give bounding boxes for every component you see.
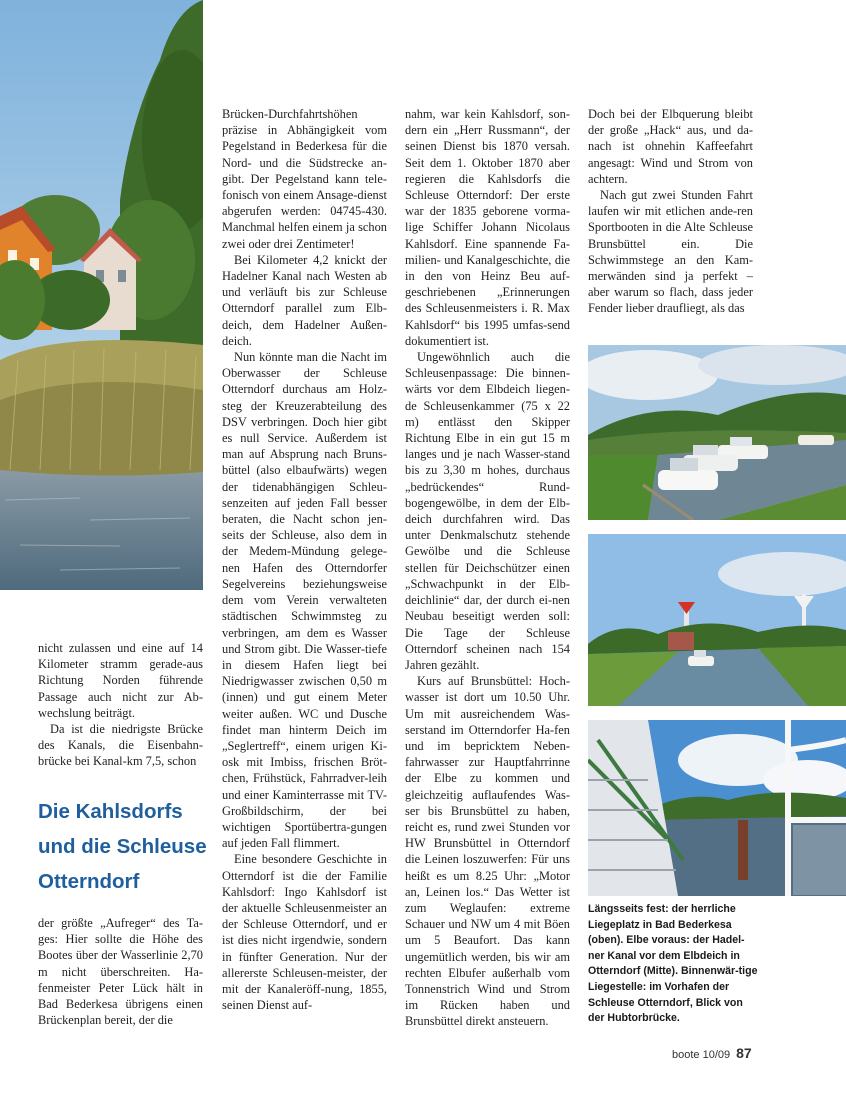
lock-harbor-illustration (588, 720, 846, 896)
moored-boats-photo (588, 345, 846, 520)
section-heading: Die Kahlsdorfs und die Schleuse Otterndorf (38, 800, 207, 893)
canal-houses-illustration (0, 0, 203, 590)
paragraph: Bei Kilometer 4,2 knickt der Hadelner Kanal nach Westen ab und verläuft bis zur Schleuse Otterndorf parallel zum Elb-deich, dem Hadelner Außen-deich. (222, 252, 387, 348)
column-3 (405, 106, 570, 1030)
moored-boats-illustration (588, 345, 846, 520)
column-1-bottom (38, 915, 203, 1028)
paragraph: Eine besondere Geschichte in Otterndorf ist die der Familie Kahlsdorf: Ingo Kahlsdorf ist der aktuelle Schleusenmeister an der Schleuse Otterndorf, und er ist dies nicht irgendwie, sondern in fünfter Generation. Nur der allererste Schleusen-meister, der mit der Kanaleröff-nung, 1855, seinen Dienst auf- (222, 852, 387, 1013)
photo-caption: Längsseits fest: der herrliche Liegeplatz in Bad Bederkesa (oben). Elbe voraus: der Hadel-ner Kanal vor dem Elbdeich in Otterndorf (Mitte). Binnenwär-tige Liegestelle: im Vorhafen der Schleuse Otterndorf, Blick von der Hubtorbrücke. (588, 903, 758, 1025)
column-4 (588, 106, 753, 317)
canal-dike-illustration (588, 534, 846, 706)
page-footer (672, 1045, 752, 1063)
canal-houses-photo (0, 0, 203, 590)
canal-dike-photo (588, 534, 846, 706)
paragraph: nahm, war kein Kahlsdorf, son-dern ein „Herr Russmann“, der seinen Dienst bis 1870 versah. Seit dem 1. Oktober 1870 aber regieren die Kahlsdorfs die Schleuse Otterndorf: Der erste war der 1835 geborene vorma-lige Schiffer Johann Nicolaus Kahlsdorf. Eine spannende Fa-milien- und Kanalgeschichte, die in den von Heinz Beu auf-geschriebenen „Erinnerungen des Schleusenmeisters i. R. Max Kahlsdorf“ bis 1995 umfas-send dokumentiert ist. (405, 107, 570, 348)
paragraph: Da ist die niedrigste Brücke des Kanals, die Eisenbahn-brücke bei Kanal-km 7,5, schon (38, 722, 203, 769)
paragraph: der größte „Aufreger“ des Ta-ges: Hier sollte die Höhe des Bootes über der Wasserlinie 2,70 m nicht überschreiten. Ha-fenmeister Peter Lück hält in Bad Bederkesa übrigens einen Brückenplan bereit, der die (38, 916, 203, 1028)
page-number: 87 (736, 1045, 752, 1061)
paragraph: Ungewöhnlich auch die Schleusenpassage: Die binnen-wärts vor dem Elbdeich liegen-de Schleusenkammer (75 x 22 m) entlässt den Skipper Richtung Elbe in ein gut 15 m langes und je nach Wasser-stand bis zu 3,30 m hohes, durchaus „bedrückendes“ Rund-bogengewölbe, in dem der Elb-deich durchfahren wird. Das unter Denkmalschutz stehende Gewölbe und die Schleuse stellen für Deichschützer einen „Schwachpunkt in der Elb-deichlinie“ dar, der durch ei-nen Neubau beseitigt werden soll: Die Tage der Schleuse Otterndorf scheinen nach 154 Jahren gezählt. (405, 350, 570, 672)
magazine-issue: boote 10/09 (672, 1049, 731, 1061)
paragraph: Doch bei der Elbquerung bleibt der große „Hack“ aus, und da-nach ist ohnehin Kaffeefahrt angesagt: Wind und Strom von achtern. (588, 107, 753, 186)
paragraph: nicht zulassen und eine auf 14 Kilometer stramm gerade-aus Richtung Norden führende Passage auch nicht zur Ab-wechslung beiträgt. (38, 641, 203, 720)
column-1-top (38, 640, 203, 770)
paragraph: Nun könnte man die Nacht im Oberwasser der Schleuse Otterndorf durchaus am Holz-steg der Kreuzerabteilung des DSV verbringen. Doch hier gibt es null Service. Außerdem ist man auf Absprung nach Bruns-büttel (also elbaufwärts) wegen der tidenabhängigen Schleu-senzeiten auf jeden Fall besser beraten, die Nacht schon jen-seits der Schleuse, also dem in der Medem-Mündung gelege-nen Hafen des Otterndorfer Segelvereins beziehungsweise dem vom Verein verwalteten städtischen Schwimmsteg zu verbringen, am dem es Wasser und Strom gibt. Die Wasser-tiefe in diesem Hafen liegt bei Niedrigwasser zwischen 0,50 m (innen) und gut einem Meter weiter außen. WC und Dusche findet man hinterm Deich im „Seglertreff“, einem urigen Ki-osk mit Imbiss, frischen Bröt-chen, Frühstück, Fahrradver-leih und einer Kaminterrasse mit TV-Großbildschirm, der bei wichtigen Sportübertra-gungen auf jeden Fall flimmert. (222, 350, 387, 851)
column-2 (222, 106, 387, 1013)
paragraph: Kurs auf Brunsbüttel: Hoch-wasser ist dort um 10.50 Uhr. Um mit ausreichendem Was-serstand im Otterndorfer Ha-fen und im bepricktem Neben-fahrwasser zur Hauptfahrrinne der Elbe zu kommen und gleichzeitig auflaufendes Was-ser bis Brunsbüttel zu haben, reicht es, rund zwei Stunden vor HW Brunsbüttel in Otterndorf die Leinen loszuwerfen: Für uns heißt es um 8.25 Uhr: „Motor an, Leinen los.“ Das Wetter ist zum Weglaufen: extreme Schauer und NW um 4 mit Böen um 5 Beaufort. Das kann ungemütlich werden, bis wir am rechten Elbufer außerhalb vom Tonnenstrich Wind und Strom im Rücken haben und Brunsbüttel direkt ansteuern. (405, 674, 570, 1029)
paragraph: Brücken-Durchfahrtshöhen präzise in Abhängigkeit vom Pegelstand in Bederkesa für die Nord- und die Südstrecke an-gibt. Der Pegelstand kann tele-fonisch von einem Ansage-dienst abgerufen werden: 04745-430. Manchmal helfen einem ja schon zwei oder drei Zentimeter! (222, 107, 387, 251)
paragraph: Nach gut zwei Stunden Fahrt laufen wir mit etlichen ande-ren Sportbooten in die Alte Schleuse Brunsbüttel ein. Die Schwimmstege an den Kam-merwänden sind ja perfekt – aber warum so flach, dass jeder Fender lieber draufliegt, als das (588, 188, 753, 316)
lock-harbor-photo (588, 720, 846, 896)
